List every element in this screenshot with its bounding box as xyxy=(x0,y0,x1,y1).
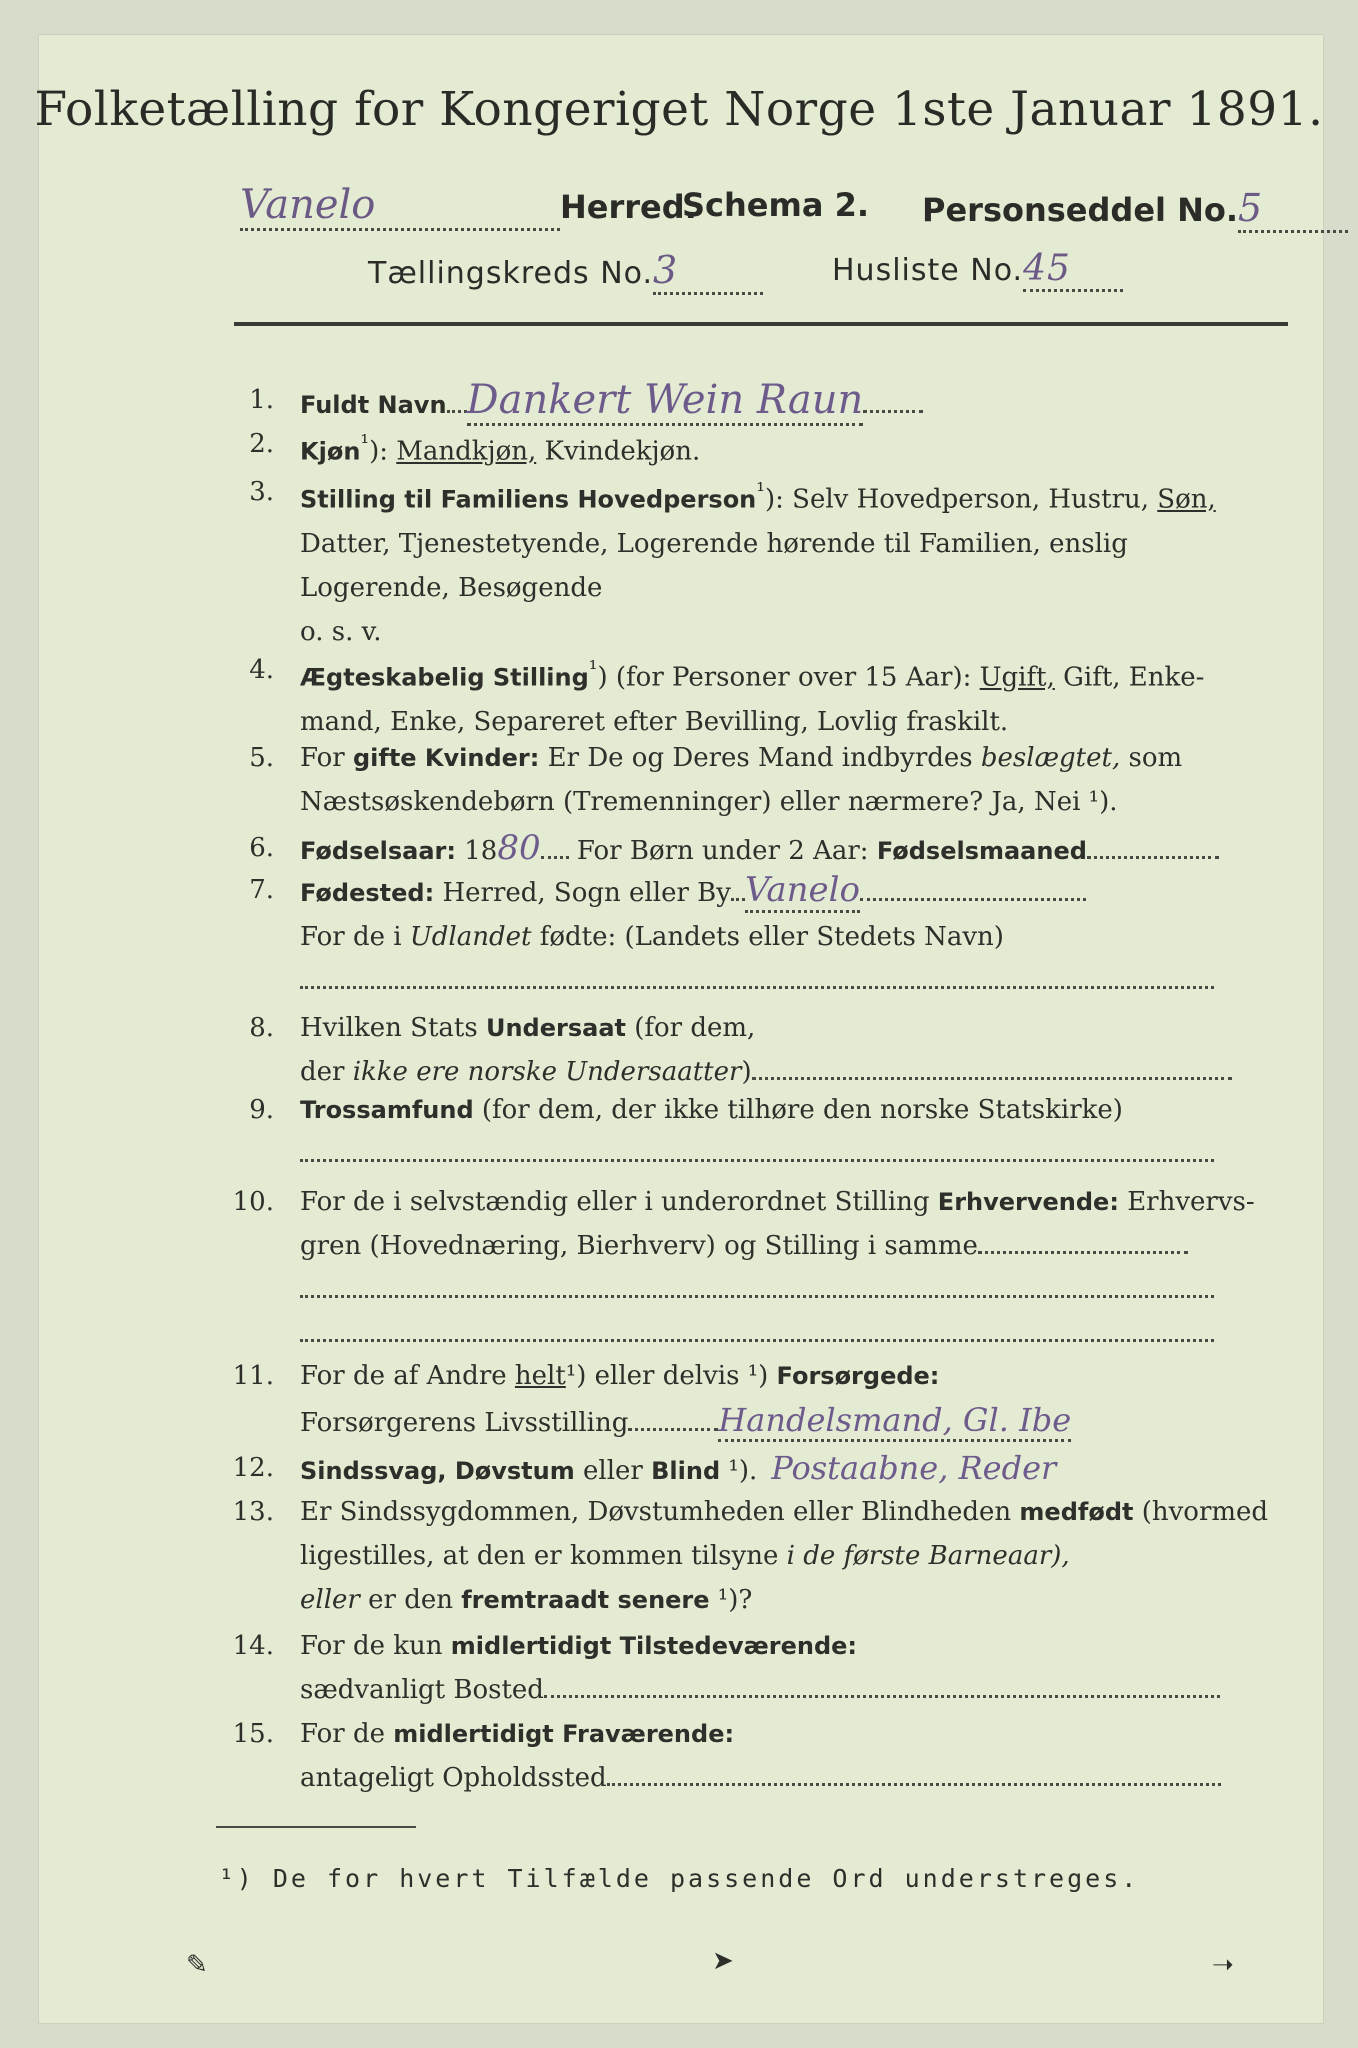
item-number: 1. xyxy=(249,385,274,415)
item-number: 7. xyxy=(249,875,274,905)
item-label: Stilling til Familiens Hovedperson xyxy=(300,485,757,514)
condition-handwritten: Postaabne, Reder xyxy=(771,1449,1057,1487)
footnote: ¹) De for hvert Tilfælde passende Ord understreges. xyxy=(218,1864,1140,1893)
form-title: Folketælling for Kongeriget Norge 1ste Januar 1891. xyxy=(34,82,1324,137)
item-number: 14. xyxy=(232,1631,274,1661)
birthplace-handwritten: Vanelo xyxy=(745,870,860,913)
personseddel-label: Personseddel No. xyxy=(922,191,1239,229)
item-label: midlertidigt Fraværende: xyxy=(393,1720,735,1748)
item-11: 11. For de af Andre helt¹) eller delvis ¹) Forsørgede: Forsørgerens Livsstilling Handelsmand, Gl. Ibe xyxy=(210,1354,1290,1446)
item-1 xyxy=(210,378,1290,428)
herred-handwritten: Vanelo xyxy=(240,182,560,231)
item-label: Forsørgede: xyxy=(776,1362,940,1390)
item-2: 2. Kjøn$^{^1}$): Mandkjøn, Kvindekjøn. xyxy=(210,422,1290,466)
item-number: 8. xyxy=(249,1013,274,1043)
item-label: midlertidigt Tilstedeværende: xyxy=(450,1632,858,1660)
item-label: Fuldt Navn xyxy=(300,391,447,419)
provider-occupation-handwritten: Handelsmand, Gl. Ibe xyxy=(718,1401,1071,1442)
item-13: 13. Er Sindssygdommen, Døvstumheden eller Blindheden medfødt (hvormed ligestilles, at den er kommen tilsyne i de første Barneaar), eller er den fremtraadt senere ¹)? xyxy=(210,1490,1290,1624)
kreds-handwritten: 3 xyxy=(653,248,763,295)
birth-year-handwritten: 80 xyxy=(497,828,541,868)
item-number: 3. xyxy=(249,477,274,507)
item-number: 4. xyxy=(249,655,274,685)
schema-label: Schema 2. xyxy=(682,186,869,224)
item-number: 9. xyxy=(249,1095,274,1125)
item-label: Fødested: xyxy=(300,879,435,907)
personseddel-line xyxy=(922,186,1348,233)
item-6: 6. Fødselsaar: 1880 For Børn under 2 Aar: Fødselsmaaned xyxy=(210,826,1290,870)
personseddel-handwritten: 5 xyxy=(1238,186,1348,233)
item-14: 14. For de kun midlertidigt Tilstedeværende: sædvanligt Bosted xyxy=(210,1624,1290,1714)
item-number: 6. xyxy=(249,833,274,863)
item-number: 2. xyxy=(249,429,274,459)
herred-line xyxy=(240,182,697,231)
item-12: 12. Sindssvag, Døvstum eller Blind ¹). Postaabne, Reder xyxy=(210,1446,1290,1490)
item-number: 15. xyxy=(232,1719,274,1749)
item-label: Ægteskabelig Stilling xyxy=(300,663,589,692)
corner-mark-right: ➝ xyxy=(1212,1950,1234,1980)
header-rule xyxy=(234,322,1288,326)
item-7: 7. Fødested: Herred, Sogn eller By Vanelo For de i Udlandet fødte: (Landets eller Stedets Navn) xyxy=(210,868,1290,998)
item-label: Fødselsaar: xyxy=(300,837,456,865)
item-10: 10. For de i selvstændig eller i underordnet Stilling Erhvervende: Erhvervs- gren (Hovednæring, Bierhverv) og Stilling i samme xyxy=(210,1180,1290,1350)
item-9: 9. Trossamfund (for dem, der ikke tilhøre den norske Statskirke) xyxy=(210,1088,1290,1178)
item-label: gifte Kvinder: xyxy=(352,744,540,772)
item-number: 10. xyxy=(232,1187,274,1217)
item-number: 11. xyxy=(232,1361,274,1391)
full-name-handwritten: Dankert Wein Raun xyxy=(467,377,864,426)
husliste-handwritten: 45 xyxy=(1023,248,1123,292)
underlined-option: helt xyxy=(514,1361,566,1391)
item-label: Erhvervende: xyxy=(937,1188,1119,1216)
footnote-rule xyxy=(216,1826,416,1828)
item-label: Trossamfund xyxy=(300,1096,474,1124)
herred-label: Herred. xyxy=(560,188,697,226)
underlined-option: Mandkjøn, xyxy=(396,436,537,467)
husliste-line xyxy=(832,248,1123,292)
kreds-label: Tællingskreds No. xyxy=(368,256,653,291)
item-label: medfødt xyxy=(1019,1498,1134,1526)
item-15: 15. For de midlertidigt Fraværende: antageligt Opholdssted xyxy=(210,1712,1290,1802)
underlined-option: Ugift, xyxy=(979,662,1055,693)
item-8: 8. Hvilken Stats Undersaat (for dem, der ikke ere norske Undersaatter) xyxy=(210,1006,1290,1096)
item-5: 5. For gifte Kvinder: Er De og Deres Mand indbyrdes beslægtet, som Næstsøskendebørn (Tremenninger) eller nærmere? Ja, Nei ¹). xyxy=(210,736,1290,826)
underlined-option: Søn, xyxy=(1157,484,1216,515)
item-label: Sindssvag, Døvstum xyxy=(300,1457,575,1485)
item-number: 12. xyxy=(232,1453,274,1483)
corner-mark-left: ✎ xyxy=(186,1950,208,1980)
item-label: Undersaat xyxy=(485,1014,626,1042)
item-4: 4. Ægteskabelig Stilling$^{^1}$) (for Personer over 15 Aar): Ugift, Gift, Enke- mand, Enke, Separeret efter Bevilling, Lovlig fraskilt. xyxy=(210,648,1290,738)
husliste-label: Husliste No. xyxy=(832,253,1024,288)
item-3: 3. Stilling til Familiens Hovedperson$^{^1}$): Selv Hovedperson, Hustru, Søn, Datter, Tjenestetyende, Logerende hørende til Familien, enslig Logerende, Besøgende o. s. v. xyxy=(210,470,1290,650)
corner-mark-center: ➤ xyxy=(712,1946,734,1976)
kreds-line xyxy=(368,248,763,295)
item-number: 13. xyxy=(232,1497,274,1527)
item-number: 5. xyxy=(249,743,274,773)
item-label: Kjøn xyxy=(300,437,361,466)
